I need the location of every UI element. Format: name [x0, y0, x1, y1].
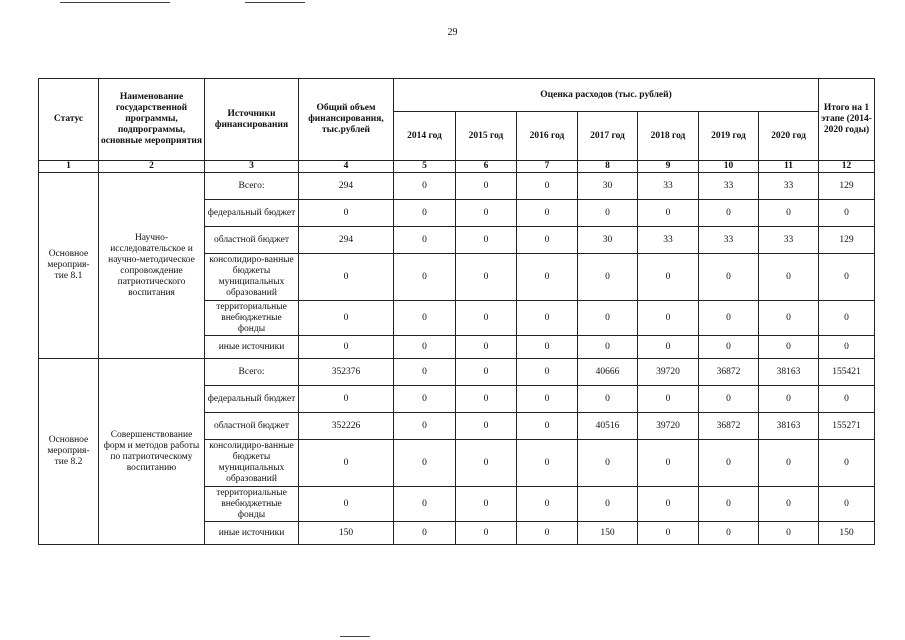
total-cell: 352376	[299, 359, 394, 386]
source-cell: консолидиро-ванные бюджеты муниципальных образований	[205, 254, 299, 301]
source-cell: консолидиро-ванные бюджеты муниципальных образований	[205, 440, 299, 487]
total-cell: 352226	[299, 413, 394, 440]
column-number: 8	[578, 161, 638, 173]
summary-cell: 0	[819, 336, 875, 359]
summary-cell: 0	[819, 200, 875, 227]
page-number: 29	[447, 27, 458, 38]
header-summary: Итого на 1 этапе (2014-2020 годы)	[819, 79, 875, 161]
year-value-cell: 36872	[699, 413, 759, 440]
summary-cell: 155271	[819, 413, 875, 440]
summary-cell: 129	[819, 227, 875, 254]
summary-cell: 155421	[819, 359, 875, 386]
year-value-cell: 0	[517, 413, 578, 440]
scan-artifact	[60, 2, 170, 3]
year-value-cell: 30	[578, 173, 638, 200]
year-value-cell: 0	[456, 413, 517, 440]
year-value-cell: 0	[456, 254, 517, 301]
year-value-cell: 0	[394, 254, 456, 301]
year-value-cell: 0	[517, 200, 578, 227]
year-value-cell: 0	[759, 336, 819, 359]
source-cell: территориальные внебюджетные фонды	[205, 301, 299, 336]
year-value-cell: 0	[638, 254, 699, 301]
year-value-cell: 0	[517, 173, 578, 200]
status-cell: Основное мероприя-тие 8.1	[39, 173, 99, 359]
header-year: 2020 год	[759, 112, 819, 161]
year-value-cell: 0	[759, 254, 819, 301]
scan-artifact	[340, 636, 370, 637]
year-value-cell: 0	[759, 301, 819, 336]
year-value-cell: 0	[699, 301, 759, 336]
year-value-cell: 0	[517, 254, 578, 301]
summary-cell: 129	[819, 173, 875, 200]
year-value-cell: 0	[699, 522, 759, 545]
year-value-cell: 0	[394, 386, 456, 413]
year-value-cell: 0	[517, 227, 578, 254]
source-cell: иные источники	[205, 522, 299, 545]
year-value-cell: 38163	[759, 359, 819, 386]
total-cell: 0	[299, 254, 394, 301]
source-cell: федеральный бюджет	[205, 386, 299, 413]
header-year: 2014 год	[394, 112, 456, 161]
header-year: 2016 год	[517, 112, 578, 161]
year-value-cell: 40516	[578, 413, 638, 440]
header-status: Статус	[39, 79, 99, 161]
year-value-cell: 38163	[759, 413, 819, 440]
year-value-cell: 0	[638, 301, 699, 336]
year-value-cell: 33	[638, 227, 699, 254]
table-row	[39, 359, 875, 386]
year-value-cell: 0	[699, 386, 759, 413]
total-cell: 294	[299, 173, 394, 200]
year-value-cell: 0	[456, 336, 517, 359]
column-number: 1	[39, 161, 99, 173]
header-estimate: Оценка расходов (тыс. рублей)	[394, 79, 819, 112]
source-cell: иные источники	[205, 336, 299, 359]
year-value-cell: 0	[456, 487, 517, 522]
event-name-cell: Научно-исследовательское и научно-методическое сопровождение патриотического воспитания	[99, 173, 205, 359]
year-value-cell: 0	[456, 301, 517, 336]
summary-cell: 0	[819, 254, 875, 301]
total-cell: 0	[299, 440, 394, 487]
summary-cell: 0	[819, 487, 875, 522]
year-value-cell: 0	[456, 359, 517, 386]
year-value-cell: 0	[517, 386, 578, 413]
year-value-cell: 150	[578, 522, 638, 545]
year-value-cell: 0	[456, 440, 517, 487]
year-value-cell: 0	[517, 359, 578, 386]
year-value-cell: 0	[456, 522, 517, 545]
year-value-cell: 0	[699, 440, 759, 487]
summary-cell: 150	[819, 522, 875, 545]
year-value-cell: 0	[638, 440, 699, 487]
column-number: 7	[517, 161, 578, 173]
year-value-cell: 0	[394, 336, 456, 359]
year-value-cell: 0	[394, 413, 456, 440]
column-number: 10	[699, 161, 759, 173]
column-number: 11	[759, 161, 819, 173]
year-value-cell: 0	[578, 254, 638, 301]
year-value-cell: 0	[394, 359, 456, 386]
year-value-cell: 0	[699, 336, 759, 359]
year-value-cell: 0	[759, 386, 819, 413]
year-value-cell: 0	[638, 487, 699, 522]
header-name: Наименование государственной программы, подпрограммы, основные мероприятия	[99, 79, 205, 161]
year-value-cell: 0	[699, 254, 759, 301]
column-number: 5	[394, 161, 456, 173]
year-value-cell: 0	[394, 487, 456, 522]
total-cell: 0	[299, 336, 394, 359]
year-value-cell: 0	[456, 200, 517, 227]
total-cell: 150	[299, 522, 394, 545]
source-cell: областной бюджет	[205, 227, 299, 254]
summary-cell: 0	[819, 440, 875, 487]
year-value-cell: 0	[394, 522, 456, 545]
year-value-cell: 30	[578, 227, 638, 254]
table-row	[39, 173, 875, 200]
year-value-cell: 0	[759, 440, 819, 487]
header-year: 2018 год	[638, 112, 699, 161]
status-cell: Основное мероприя-тие 8.2	[39, 359, 99, 545]
column-number: 3	[205, 161, 299, 173]
column-number-row	[39, 161, 875, 173]
total-cell: 0	[299, 200, 394, 227]
year-value-cell: 0	[517, 440, 578, 487]
header-year: 2015 год	[456, 112, 517, 161]
year-value-cell: 33	[759, 173, 819, 200]
year-value-cell: 0	[699, 200, 759, 227]
year-value-cell: 0	[638, 200, 699, 227]
year-value-cell: 33	[759, 227, 819, 254]
summary-cell: 0	[819, 386, 875, 413]
year-value-cell: 0	[759, 487, 819, 522]
column-number: 2	[99, 161, 205, 173]
header-year: 2019 год	[699, 112, 759, 161]
event-name-cell: Совершенствование форм и методов работы по патриотическому воспитанию	[99, 359, 205, 545]
total-cell: 294	[299, 227, 394, 254]
year-value-cell: 0	[394, 440, 456, 487]
year-value-cell: 0	[456, 173, 517, 200]
summary-cell: 0	[819, 301, 875, 336]
scan-artifact	[245, 2, 305, 3]
header-year: 2017 год	[578, 112, 638, 161]
year-value-cell: 0	[394, 173, 456, 200]
year-value-cell: 0	[517, 522, 578, 545]
year-value-cell: 0	[394, 301, 456, 336]
source-cell: Всего:	[205, 173, 299, 200]
year-value-cell: 0	[517, 487, 578, 522]
year-value-cell: 0	[759, 200, 819, 227]
total-cell: 0	[299, 487, 394, 522]
source-cell: Всего:	[205, 359, 299, 386]
year-value-cell: 0	[578, 386, 638, 413]
year-value-cell: 40666	[578, 359, 638, 386]
year-value-cell: 33	[699, 173, 759, 200]
header-total: Общий объем финансирования, тыс.рублей	[299, 79, 394, 161]
year-value-cell: 0	[456, 227, 517, 254]
total-cell: 0	[299, 301, 394, 336]
year-value-cell: 36872	[699, 359, 759, 386]
column-number: 12	[819, 161, 875, 173]
year-value-cell: 0	[638, 336, 699, 359]
year-value-cell: 0	[517, 301, 578, 336]
year-value-cell: 0	[456, 386, 517, 413]
total-cell: 0	[299, 386, 394, 413]
year-value-cell: 0	[699, 487, 759, 522]
year-value-cell: 0	[578, 487, 638, 522]
header-source: Источники финансирования	[205, 79, 299, 161]
year-value-cell: 0	[517, 336, 578, 359]
source-cell: областной бюджет	[205, 413, 299, 440]
year-value-cell: 0	[578, 440, 638, 487]
year-value-cell: 0	[638, 522, 699, 545]
year-value-cell: 39720	[638, 413, 699, 440]
year-value-cell: 33	[638, 173, 699, 200]
source-cell: федеральный бюджет	[205, 200, 299, 227]
source-cell: территориальные внебюджетные фонды	[205, 487, 299, 522]
year-value-cell: 0	[578, 336, 638, 359]
year-value-cell: 0	[578, 200, 638, 227]
year-value-cell: 0	[638, 386, 699, 413]
year-value-cell: 33	[699, 227, 759, 254]
column-number: 6	[456, 161, 517, 173]
year-value-cell: 0	[394, 227, 456, 254]
year-value-cell: 0	[578, 301, 638, 336]
column-number: 9	[638, 161, 699, 173]
year-value-cell: 39720	[638, 359, 699, 386]
column-number: 4	[299, 161, 394, 173]
year-value-cell: 0	[759, 522, 819, 545]
year-value-cell: 0	[394, 200, 456, 227]
financing-table	[38, 78, 875, 545]
